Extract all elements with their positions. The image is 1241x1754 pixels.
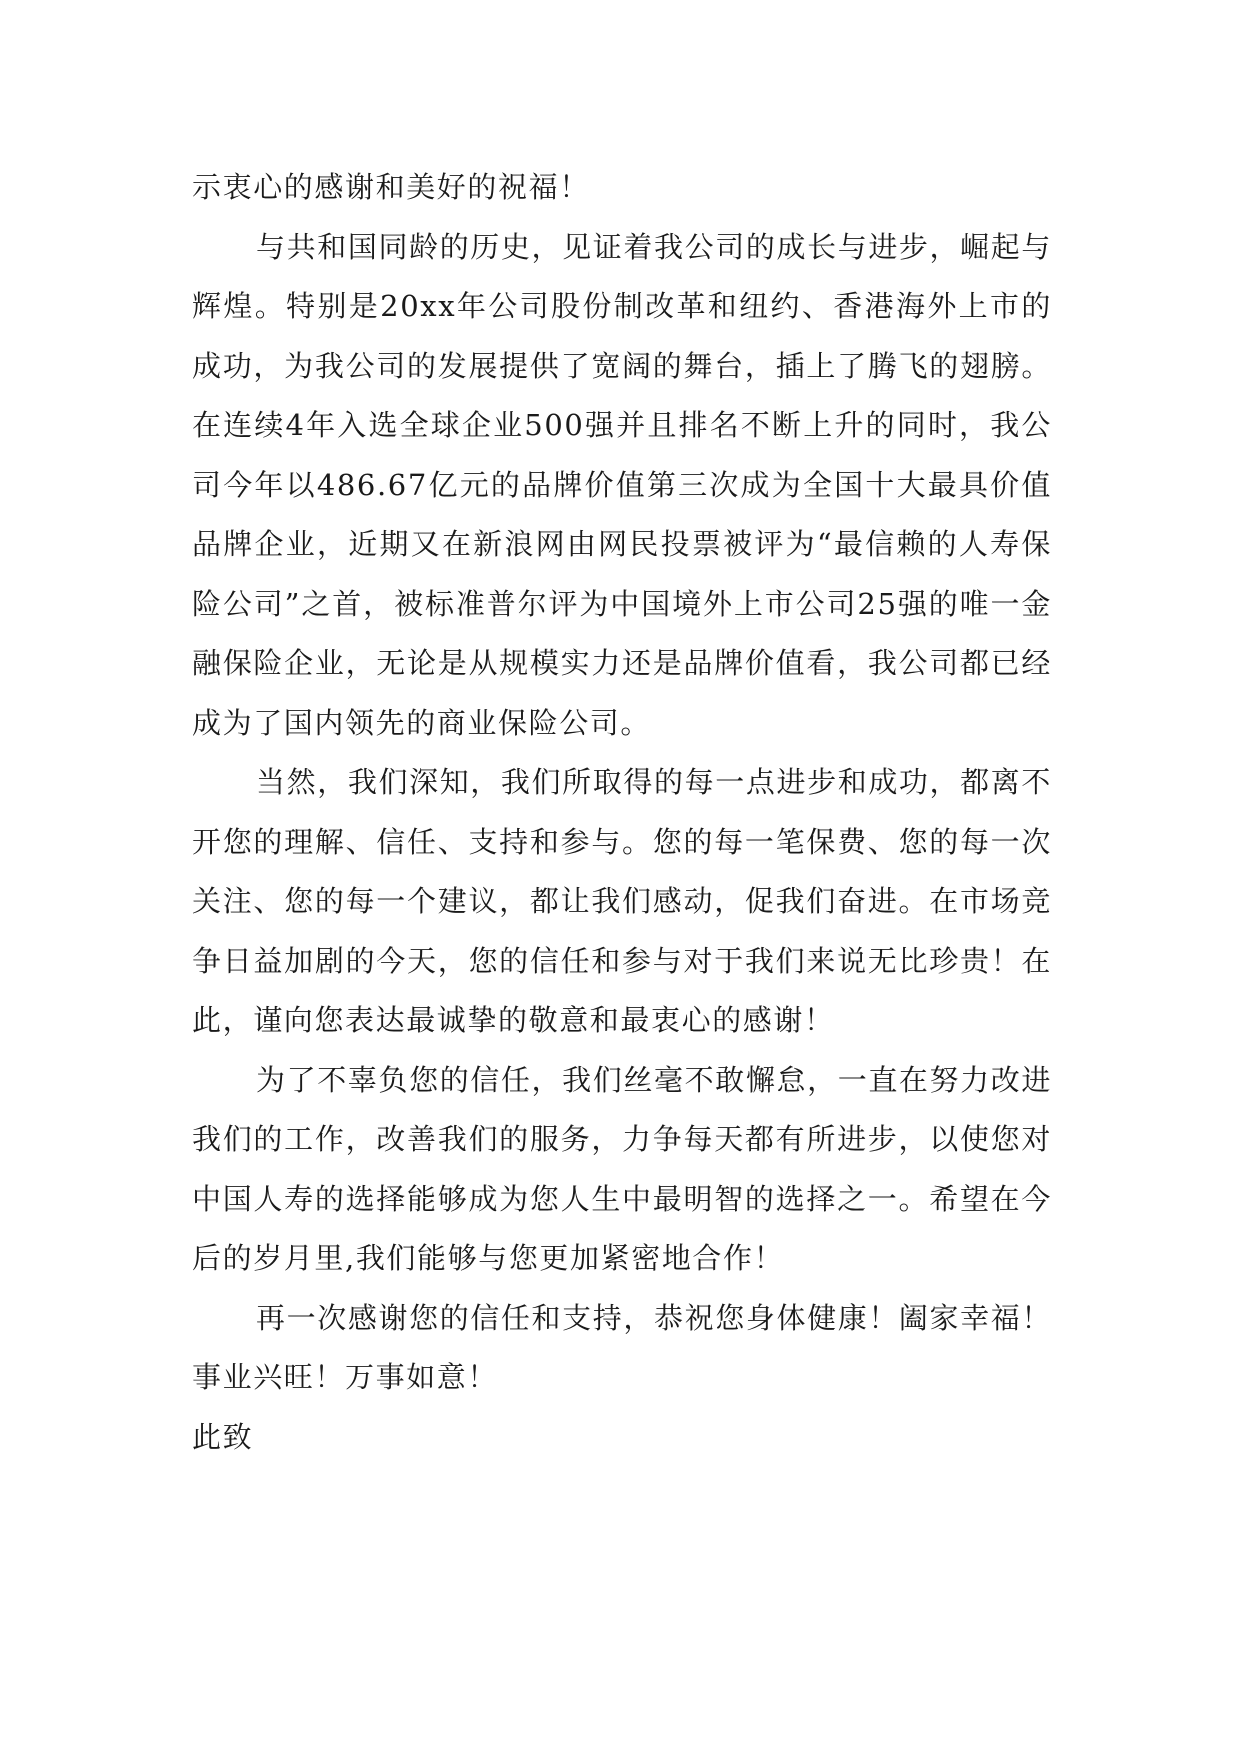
paragraph-commitment: 为了不辜负您的信任，我们丝毫不敢懈怠，一直在努力改进我们的工作，改善我们的服务，力争每天都有所进步，以使您对中国人寿的选择能够成为您人生中最明智的选择之一。希望在今后的岁月里,我们能够与您更加紧密地合作！ (192, 1062, 1052, 1275)
paragraph-gratitude: 当然，我们深知，我们所取得的每一点进步和成功，都离不开您的理解、信任、支持和参与。您的每一笔保费、您的每一次关注、您的每一个建议，都让我们感动，促我们奋进。在市场竞争日益加剧的今天，您的信任和参与对于我们来说无比珍贵！在此，谨向您表达最诚挚的敬意和最衷心的感谢！ (192, 765, 1052, 1037)
letter-body (192, 158, 1052, 1467)
paragraph-wishes: 再一次感谢您的信任和支持，恭祝您身体健康！阖家幸福！事业兴旺！万事如意！ (192, 1300, 1052, 1394)
paragraph-closing-fragment: 示衷心的感谢和美好的祝福！ (192, 170, 590, 204)
paragraph-company-history: 与共和国同龄的历史，见证着我公司的成长与进步，崛起与辉煌。特别是20xx年公司股份制改革和纽约、香港海外上市的成功，为我公司的发展提供了宽阔的舞台，插上了腾飞的翅膀。在连续4年入选全球企业500强并且排名不断上升的同时，我公司今年以486.67亿元的品牌价值第三次成为全国十大最具价值品牌企业，近期又在新浪网由网民投票被评为“最信赖的人寿保险公司”之首，被标准普尔评为中国境外上市公司25强的唯一金融保险企业，无论是从规模实力还是品牌价值看，我公司都已经成为了国内领先的商业保险公司。 (192, 229, 1052, 740)
paragraph-salutation: 此致 (192, 1419, 254, 1454)
